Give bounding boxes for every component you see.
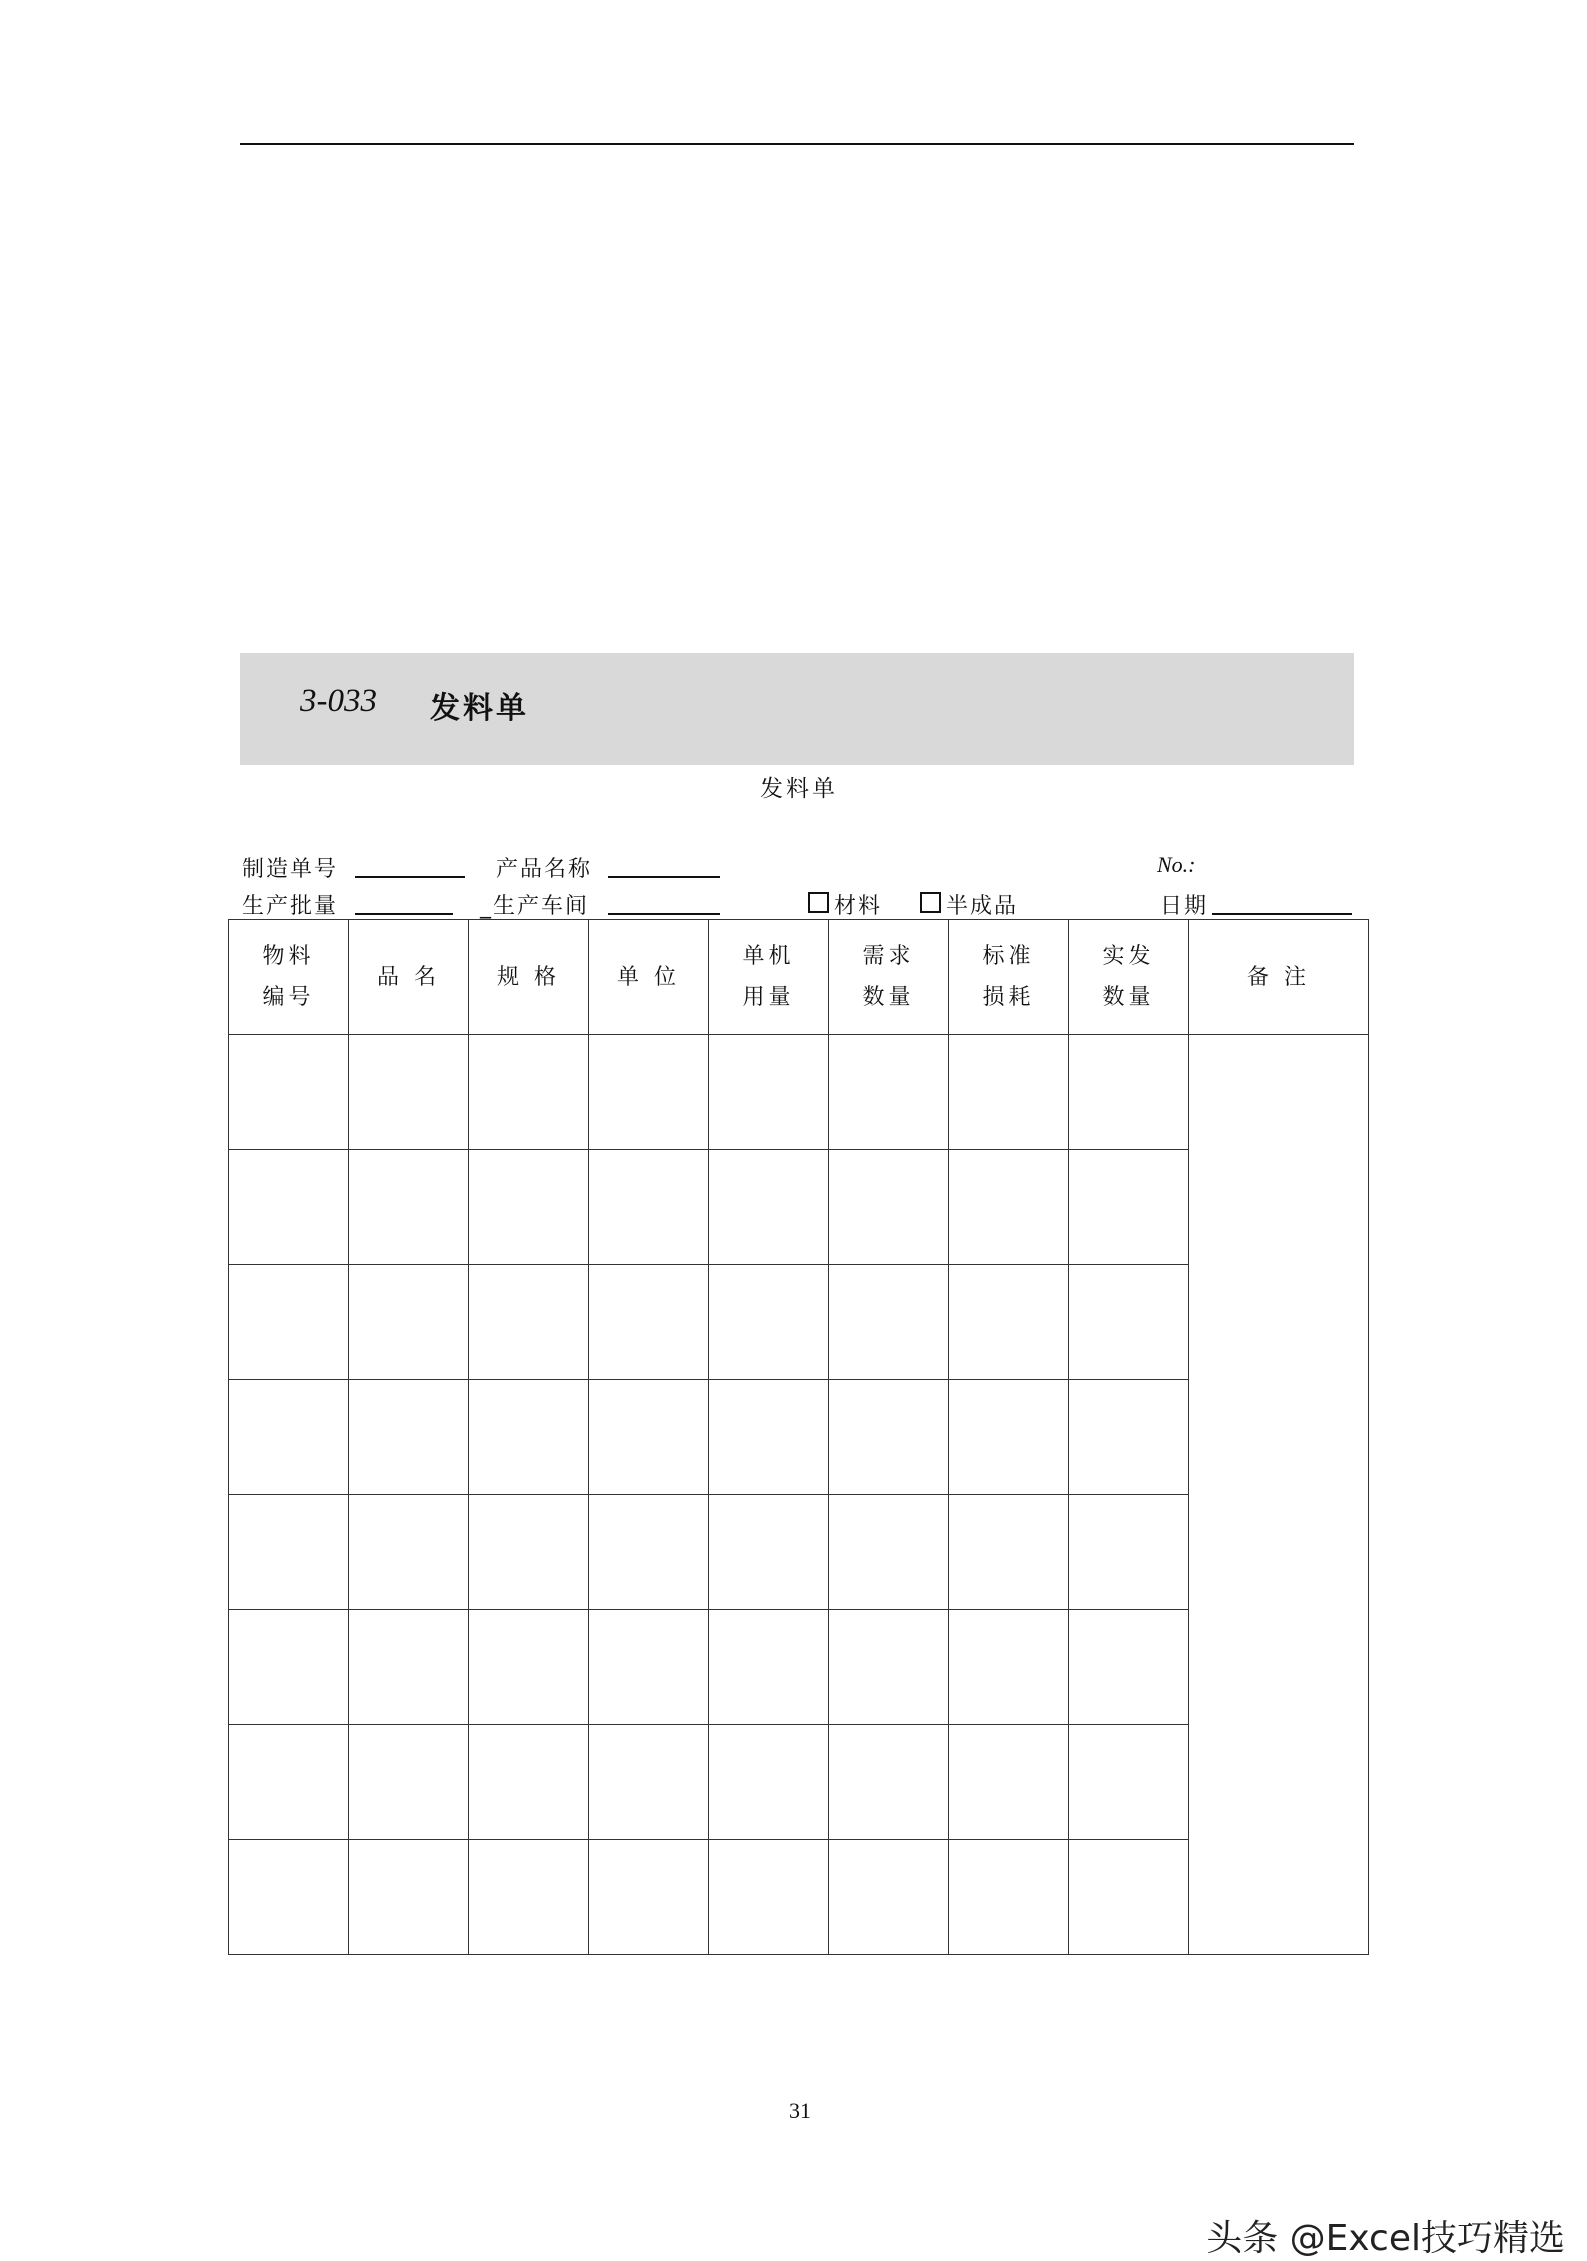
table-cell[interactable] [709, 1035, 829, 1150]
batch-label: 生产批量 [242, 894, 339, 919]
workshop-label: _生产车间 [480, 894, 590, 919]
table-cell[interactable] [709, 1725, 829, 1840]
header-issued-qty: 实发 数量 [1069, 920, 1189, 1035]
table-cell[interactable] [469, 1265, 589, 1380]
table-cell[interactable] [229, 1840, 349, 1955]
section-number: 3-033 [300, 683, 377, 719]
table-cell[interactable] [589, 1725, 709, 1840]
table-cell[interactable] [589, 1610, 709, 1725]
section-header [240, 653, 1354, 765]
remarks-cell[interactable] [1189, 1035, 1369, 1955]
workshop-field[interactable] [608, 913, 720, 915]
table-cell[interactable] [349, 1265, 469, 1380]
table-cell[interactable] [709, 1265, 829, 1380]
header-remarks: 备 注 [1189, 920, 1369, 1035]
table-cell[interactable] [709, 1495, 829, 1610]
table-cell[interactable] [469, 1840, 589, 1955]
page-number: 31 [789, 2098, 811, 2123]
table-cell[interactable] [469, 1150, 589, 1265]
semi-finished-checkbox[interactable] [920, 892, 941, 913]
table-cell[interactable] [1069, 1840, 1189, 1955]
table-cell[interactable] [349, 1495, 469, 1610]
table-row [229, 1035, 1369, 1150]
table-cell[interactable] [709, 1840, 829, 1955]
table-cell[interactable] [1069, 1495, 1189, 1610]
form-title: 发料单 [760, 776, 838, 802]
table-cell[interactable] [589, 1265, 709, 1380]
table-cell[interactable] [829, 1610, 949, 1725]
table-cell[interactable] [229, 1495, 349, 1610]
table-cell[interactable] [229, 1035, 349, 1150]
table-cell[interactable] [949, 1150, 1069, 1265]
table-cell[interactable] [349, 1840, 469, 1955]
date-label: 日期 [1160, 894, 1209, 919]
table-cell[interactable] [949, 1840, 1069, 1955]
table-cell[interactable] [349, 1150, 469, 1265]
table-cell[interactable] [589, 1150, 709, 1265]
order-no-label: 制造单号 [242, 857, 339, 882]
header-standard-loss: 标准 损耗 [949, 920, 1069, 1035]
table-cell[interactable] [589, 1840, 709, 1955]
table-cell[interactable] [949, 1725, 1069, 1840]
table-cell[interactable] [949, 1380, 1069, 1495]
table-cell[interactable] [589, 1380, 709, 1495]
batch-field[interactable] [355, 913, 453, 915]
table-cell[interactable] [949, 1265, 1069, 1380]
header-spec: 规 格 [469, 920, 589, 1035]
table-cell[interactable] [1069, 1035, 1189, 1150]
table-cell[interactable] [1069, 1610, 1189, 1725]
table-cell[interactable] [709, 1380, 829, 1495]
table-cell[interactable] [829, 1150, 949, 1265]
material-label: 材料 [834, 894, 883, 919]
table-cell[interactable] [949, 1495, 1069, 1610]
header-material-code: 物料 编号 [229, 920, 349, 1035]
header-required-qty: 需求 数量 [829, 920, 949, 1035]
table-cell[interactable] [469, 1610, 589, 1725]
issue-table [228, 919, 1369, 1955]
table-cell[interactable] [229, 1725, 349, 1840]
semi-finished-label: 半成品 [946, 894, 1019, 919]
order-no-field[interactable] [355, 876, 465, 878]
table-cell[interactable] [469, 1380, 589, 1495]
header-item-name: 品 名 [349, 920, 469, 1035]
table-cell[interactable] [229, 1150, 349, 1265]
table-cell[interactable] [349, 1725, 469, 1840]
table-cell[interactable] [829, 1840, 949, 1955]
no-label: No.: [1157, 852, 1196, 877]
table-header-row [229, 920, 1369, 1035]
watermark: 头条 @Excel技巧精选 [1206, 2218, 1565, 2259]
product-name-label: 产品名称 [496, 857, 593, 882]
table-cell[interactable] [349, 1380, 469, 1495]
table-cell[interactable] [829, 1035, 949, 1150]
product-name-field[interactable] [608, 876, 720, 878]
table-cell[interactable] [829, 1380, 949, 1495]
table-cell[interactable] [469, 1495, 589, 1610]
section-title: 发料单 [430, 691, 529, 726]
table-cell[interactable] [349, 1035, 469, 1150]
table-cell[interactable] [589, 1035, 709, 1150]
table-cell[interactable] [1069, 1265, 1189, 1380]
table-cell[interactable] [1069, 1150, 1189, 1265]
table-cell[interactable] [709, 1150, 829, 1265]
material-checkbox[interactable] [808, 892, 829, 913]
table-cell[interactable] [949, 1035, 1069, 1150]
table-cell[interactable] [229, 1380, 349, 1495]
table-cell[interactable] [829, 1265, 949, 1380]
table-cell[interactable] [829, 1725, 949, 1840]
header-unit: 单 位 [589, 920, 709, 1035]
table-cell[interactable] [229, 1265, 349, 1380]
table-cell[interactable] [469, 1035, 589, 1150]
table-cell[interactable] [709, 1610, 829, 1725]
table-cell[interactable] [229, 1610, 349, 1725]
top-rule [240, 143, 1354, 145]
table-cell[interactable] [949, 1610, 1069, 1725]
table-cell[interactable] [349, 1610, 469, 1725]
table-cell[interactable] [1069, 1380, 1189, 1495]
date-field[interactable] [1212, 913, 1352, 915]
table-cell[interactable] [589, 1495, 709, 1610]
header-unit-usage: 单机 用量 [709, 920, 829, 1035]
table-cell[interactable] [1069, 1725, 1189, 1840]
table-cell[interactable] [829, 1495, 949, 1610]
table-cell[interactable] [469, 1725, 589, 1840]
